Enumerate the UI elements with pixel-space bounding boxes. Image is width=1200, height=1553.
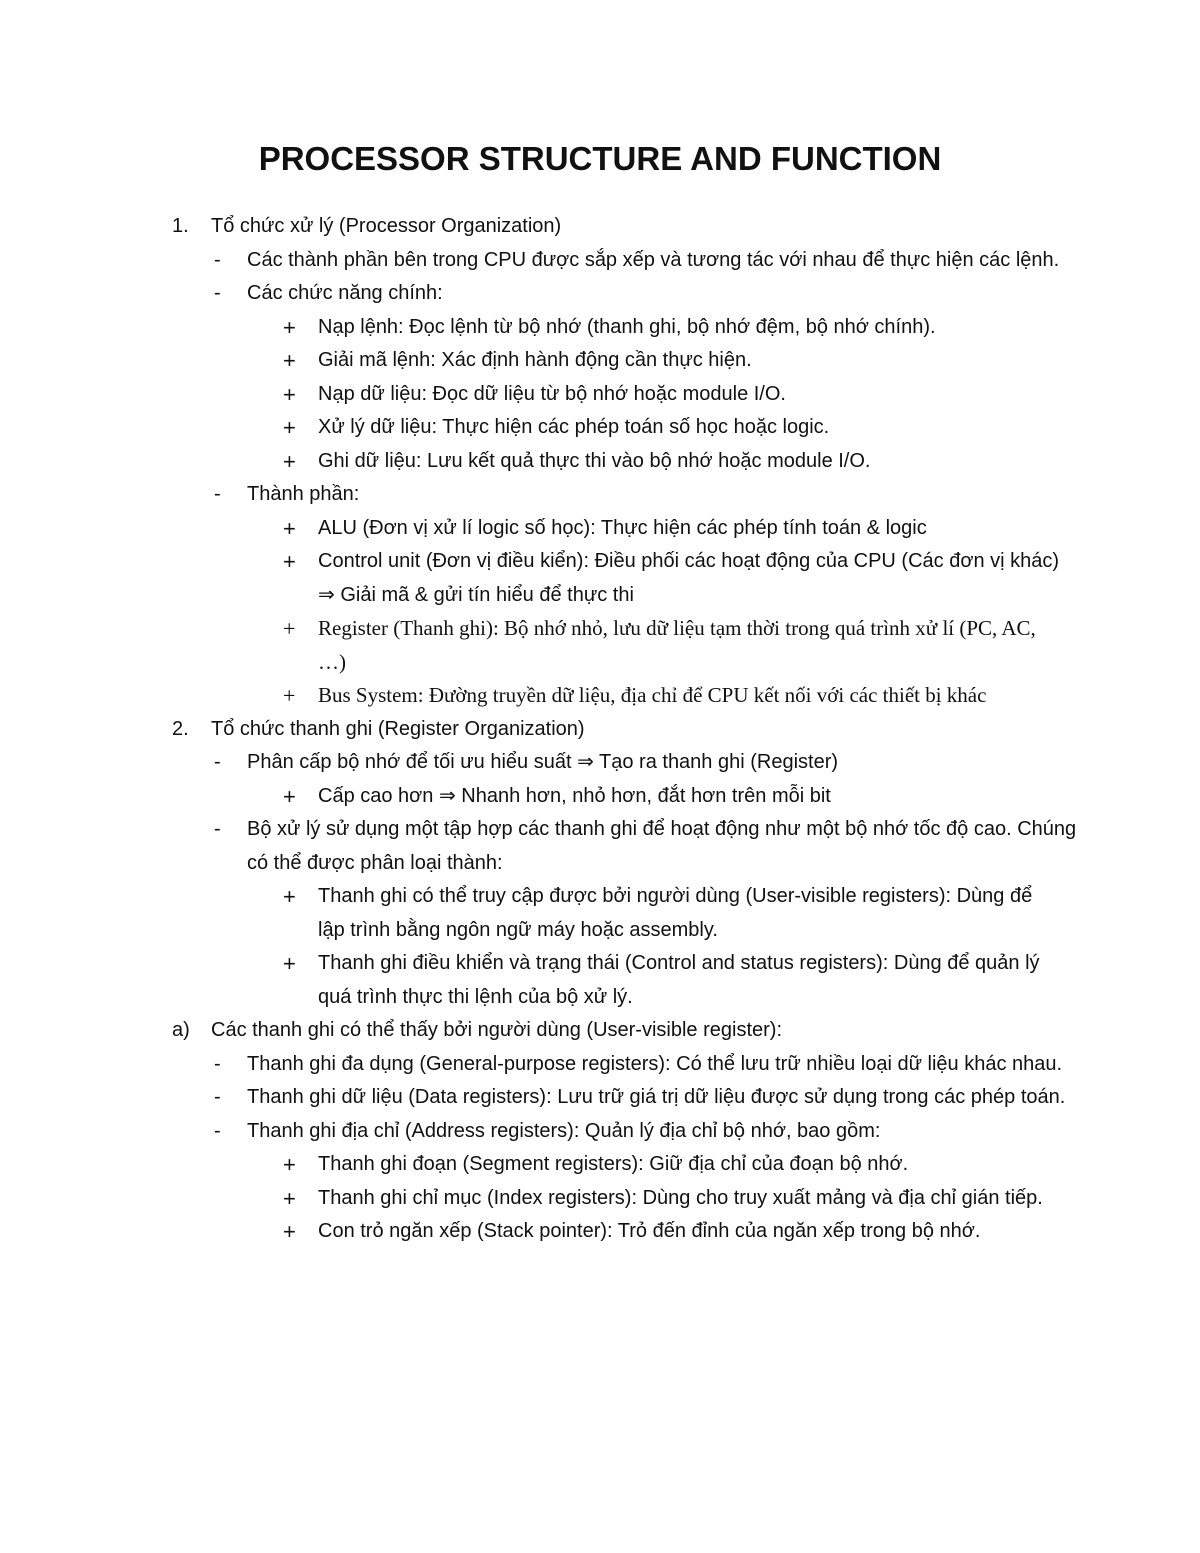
document-body [0,210,1200,1249]
dash-item [0,277,1077,311]
item-text: Ghi dữ liệu: Lưu kết quả thực thi vào bộ nhớ hoặc module I/O. [318,449,871,472]
list-marker: 1. [172,215,189,237]
item-text: Thanh ghi đoạn (Segment registers): Giữ địa chỉ của đoạn bộ nhớ. [318,1153,909,1175]
list-marker: + [283,515,296,541]
item-text: Nạp dữ liệu: Đọc dữ liệu từ bộ nhớ hoặc module I/O. [318,382,786,405]
list-marker: - [214,1086,221,1108]
plus-item [0,311,1063,345]
dash-item [0,1081,1077,1115]
list-marker: 2. [172,717,189,740]
item-text: Con trỏ ngăn xếp (Stack pointer): Trỏ đến đỉnh của ngăn xếp trong bộ nhớ. [318,1220,981,1242]
plus-item [0,1182,1063,1216]
list-marker: - [214,1119,221,1142]
dash-item [0,813,1077,880]
list-marker: + [283,415,296,440]
dash-item [0,1048,1077,1082]
list-marker: + [283,1219,296,1244]
list-marker: a) [172,1019,190,1041]
list-marker: + [283,783,296,809]
item-text: Thanh ghi đa dụng (General-purpose registers): Có thể lưu trữ nhiều loại dữ liệu khác nhau. [247,1052,1063,1075]
plus-item [0,679,1063,713]
item-text: Bộ xử lý sử dụng một tập hợp các thanh ghi để hoạt động như một bộ nhớ tốc độ cao. Chúng có thể được phân loại thành: [247,818,1077,874]
list-marker: - [214,483,221,505]
list-marker: + [283,549,296,574]
item-text: ALU (Đơn vị xử lí logic số học): Thực hiện các phép tính toán & logic [318,516,927,539]
list-marker: + [283,381,296,407]
list-marker: + [283,314,296,340]
item-text: Thành phần: [247,483,360,505]
heading-text: Các thanh ghi có thể thấy bởi người dùng (User-visible register): [211,1019,782,1041]
item-text: Giải mã lệnh: Xác định hành động cần thực hiện. [318,349,752,371]
page-title: PROCESSOR STRUCTURE AND FUNCTION [258,140,942,177]
list-marker: + [283,1185,296,1211]
list-marker: + [283,884,296,909]
heading-text: Tổ chức xử lý (Processor Organization) [211,215,562,237]
list-marker: - [214,1052,221,1075]
item-text: Các chức năng chính: [247,282,443,304]
plus-item [0,612,1063,679]
plus-item [0,512,1063,546]
numbered-heading [0,210,1200,244]
plus-item [0,947,1063,1014]
dash-item [0,478,1077,512]
plus-item [0,780,1063,814]
item-text: Control unit (Đơn vị điều kiển): Điều phối các hoạt động của CPU (Các đơn vị khác) ⇒ Giải mã & gửi tín hiểu để thực thi [318,550,1060,606]
numbered-heading [0,713,1200,747]
item-text: Cấp cao hơn ⇒ Nhanh hơn, nhỏ hơn, đắt hơn trên mỗi bit [318,784,831,807]
plus-item [0,411,1063,445]
item-text: Nạp lệnh: Đọc lệnh từ bộ nhớ (thanh ghi, bộ nhớ đệm, bộ nhớ chính). [318,315,936,338]
list-marker: + [283,683,296,708]
plus-item [0,1215,1063,1249]
plus-item [0,545,1063,612]
item-text: Xử lý dữ liệu: Thực hiện các phép toán số học hoặc logic. [318,416,830,438]
item-text: Các thành phần bên trong CPU được sắp xếp và tương tác với nhau để thực hiện các lệnh. [247,248,1060,271]
item-text: Register (Thanh ghi): Bộ nhớ nhỏ, lưu dữ liệu tạm thời trong quá trình xử lí (PC, AC, …) [318,616,1036,674]
list-marker: + [283,951,296,976]
item-text: Thanh ghi có thể truy cập được bởi người dùng (User-visible registers): Dùng để lập trình bằng ngôn ngữ máy hoặc assembly. [318,885,1033,941]
list-marker: - [214,751,221,773]
plus-item [0,344,1063,378]
list-marker: + [283,448,296,474]
item-text: Thanh ghi chỉ mục (Index registers): Dùng cho truy xuất mảng và địa chỉ gián tiếp. [318,1186,1043,1209]
lettered-heading [0,1014,1200,1048]
plus-item [0,445,1063,479]
item-text: Thanh ghi địa chỉ (Address registers): Quản lý địa chỉ bộ nhớ, bao gồm: [247,1119,881,1142]
list-marker: + [283,1152,296,1177]
list-marker: - [214,818,221,840]
item-text: Thanh ghi dữ liệu (Data registers): Lưu trữ giá trị dữ liệu được sử dụng trong các phép toán. [247,1086,1066,1108]
list-marker: - [214,248,221,271]
list-marker: + [283,348,296,373]
item-text: Phân cấp bộ nhớ để tối ưu hiểu suất ⇒ Tạo ra thanh ghi (Register) [247,751,839,773]
dash-item [0,1115,1077,1149]
plus-item [0,880,1063,947]
plus-item [0,378,1063,412]
list-marker: + [283,616,296,641]
dash-item [0,746,1077,780]
list-marker: - [214,282,221,304]
dash-item [0,244,1077,278]
plus-item [0,1148,1063,1182]
heading-text: Tổ chức thanh ghi (Register Organization) [211,717,585,740]
item-text: Thanh ghi điều khiển và trạng thái (Control and status registers): Dùng để quản lý quá trình thực thi lệnh của bộ xử lý. [318,952,1040,1008]
item-text: Bus System: Đường truyền dữ liệu, địa chỉ để CPU kết nối với các thiết bị khác [318,683,987,707]
